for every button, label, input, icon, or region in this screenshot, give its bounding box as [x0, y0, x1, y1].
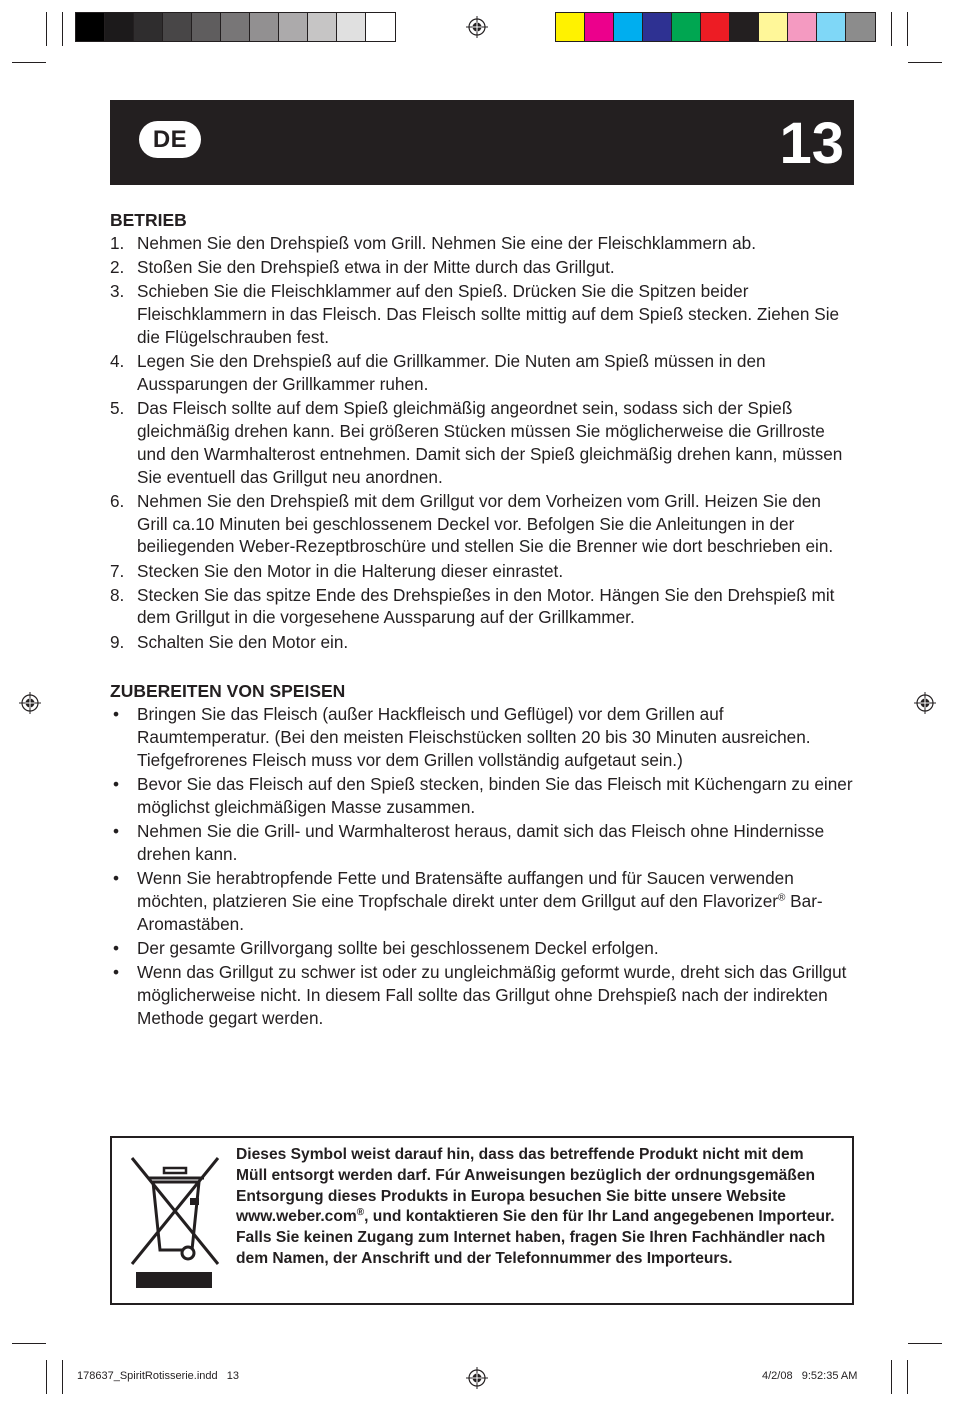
- crop-mark: [891, 1360, 892, 1394]
- list-number: 4.: [110, 351, 125, 372]
- list-item-text: Nehmen Sie die Grill- und Warmhalterost heraus, damit sich das Fleisch ohne Hindernisse drehen kann.: [137, 821, 825, 865]
- list-item: [110, 820, 856, 866]
- betrieb-steps-list: [110, 232, 856, 653]
- list-number: 6.: [110, 490, 125, 511]
- disposal-notice-box: [110, 1136, 854, 1305]
- list-item: [110, 961, 856, 1029]
- list-item: [110, 490, 856, 558]
- gray-swatch: [366, 13, 395, 41]
- bullet: •: [113, 962, 120, 983]
- list-item-text: Bevor Sie das Fleisch auf den Spieß stecken, binden Sie das Fleisch mit Küchengarn zu einer möglichst gleichmäßigen Masse zusammen.: [137, 774, 853, 818]
- footer-timestamp: 4/2/08 9:52:35 AM: [762, 1370, 858, 1382]
- registered-mark: ®: [356, 1207, 365, 1219]
- crop-mark: [908, 62, 942, 63]
- gray-swatch: [192, 13, 221, 41]
- language-badge: DE: [139, 121, 201, 158]
- process-swatch: [730, 13, 759, 41]
- registered-mark: ®: [778, 892, 786, 904]
- gray-swatch: [76, 13, 105, 41]
- list-item: [110, 631, 856, 654]
- list-item-text: Schalten Sie den Motor ein.: [137, 631, 349, 652]
- process-color-bar: [555, 12, 876, 42]
- page-header: [110, 100, 854, 185]
- list-item: [110, 280, 856, 348]
- list-item-text: Stoßen Sie den Drehspieß etwa in der Mitte durch das Grillgut.: [137, 257, 615, 278]
- crop-mark: [907, 1360, 908, 1394]
- list-item: [110, 773, 856, 819]
- gray-swatch: [134, 13, 163, 41]
- crop-mark: [12, 62, 46, 63]
- list-item-text: Schieben Sie die Fleischklammer auf den Spieß. Drücken Sie die Spitzen beider Fleischklammern in das Fleisch. Das Fleisch sollte mittig auf dem Spieß stecken. Ziehen Sie die Flügelschrauben fest.: [137, 281, 840, 347]
- grayscale-color-bar: [75, 12, 396, 42]
- crop-mark: [46, 1360, 47, 1394]
- list-item: [110, 584, 856, 630]
- registration-mark-icon: [914, 692, 936, 714]
- crop-mark: [907, 12, 908, 46]
- registration-mark-icon: [466, 1367, 488, 1389]
- list-number: 1.: [110, 233, 125, 253]
- process-swatch: [672, 13, 701, 41]
- list-item-text: Nehmen Sie den Drehspieß vom Grill. Nehmen Sie eine der Fleischklammern ab.: [137, 233, 757, 253]
- bullet: •: [113, 868, 120, 889]
- list-item: [110, 937, 856, 960]
- list-item-text: Nehmen Sie den Drehspieß mit dem Grillgut vor dem Vorheizen vom Grill. Heizen Sie den Grill ca.10 Minuten bei geschlossenem Deckel vor. Befolgen Sie die Anleitungen in der beiliegenden Weber-Rezeptbroschüre und stellen Sie die Brenner wie dort beschrieben ein.: [137, 490, 834, 557]
- weee-crossed-bin-icon: [126, 1154, 226, 1290]
- process-swatch: [817, 13, 846, 41]
- registration-mark-icon: [466, 16, 488, 38]
- list-item-text: Legen Sie den Drehspieß auf die Grillkammer. Die Nuten am Spieß müssen in den Aussparungen der Grillkammer ruhen.: [137, 351, 766, 394]
- list-item-text: Bringen Sie das Fleisch (außer Hackfleisch und Geflügel) vor dem Grillen auf Raumtemperatur. (Bei den meisten Fleischstücken sollten 20 bis 30 Minuten ausreichen. Tiefgefrorenes Fleisch muss vor dem Grillen vollständig aufgetaut sein.): [137, 704, 811, 771]
- process-swatch: [701, 13, 730, 41]
- crop-mark: [891, 12, 892, 46]
- process-swatch: [759, 13, 788, 41]
- list-item: [110, 350, 856, 396]
- process-swatch: [788, 13, 817, 41]
- list-item: [110, 560, 856, 583]
- process-swatch: [614, 13, 643, 41]
- list-item-text: Stecken Sie das spitze Ende des Drehspießes in den Motor. Hängen Sie den Drehspieß mit dem Grillgut in die vorgesehene Aussparung auf der Grillkammer.: [137, 584, 835, 628]
- process-swatch: [846, 13, 875, 41]
- list-number: 9.: [110, 631, 125, 652]
- list-item-text: Wenn Sie herabtropfende Fette und Bratensäfte auffangen und für Saucen verwenden möchten, platzieren Sie eine Tropfschale direkt unter dem Grillgut auf den Flavorizer: [137, 868, 794, 912]
- list-item-text: Der gesamte Grillvorgang sollte bei geschlossenem Deckel erfolgen.: [137, 938, 659, 958]
- gray-swatch: [250, 13, 279, 41]
- gray-swatch: [337, 13, 366, 41]
- disposal-notice-text: [236, 1145, 836, 1270]
- crop-mark: [62, 12, 63, 46]
- bullet: •: [113, 774, 120, 795]
- process-swatch: [585, 13, 614, 41]
- registration-mark-icon: [19, 692, 41, 714]
- list-item-text: Wenn das Grillgut zu schwer ist oder zu ungleichmäßig geformt wurde, dreht sich das Grillgut möglicherweise nicht. In diesem Fall sollte das Grillgut ohne Drehspieß nach der indirekten Methode gegart werden.: [137, 962, 847, 1028]
- main-content: [110, 208, 856, 1031]
- list-item-text: Stecken Sie den Motor in die Halterung dieser einrastet.: [137, 560, 564, 581]
- page-number: 13: [779, 111, 844, 176]
- gray-swatch: [221, 13, 250, 41]
- footer-filename: 178637_SpiritRotisserie.indd 13: [77, 1370, 240, 1382]
- list-number: 5.: [110, 398, 125, 419]
- list-item: [110, 232, 856, 255]
- crop-mark: [12, 1343, 46, 1344]
- list-item: [110, 256, 856, 279]
- notice-text-part: , und kontaktieren Sie den für Ihr Land angegebenen Importeur. Falls Sie keinen Zugang zum Internet haben, fragen Sie Ihren Fachhändler nach dem Namen, der Anschrift und der Telefonnummer des Importeurs.: [236, 1208, 835, 1267]
- section-title-zubereiten: ZUBEREITEN VON SPEISEN: [110, 681, 346, 702]
- gray-swatch: [163, 13, 192, 41]
- gray-swatch: [279, 13, 308, 41]
- crop-mark: [46, 12, 47, 46]
- zubereiten-bullet-list: [110, 703, 856, 1029]
- list-number: 3.: [110, 281, 125, 302]
- list-item: [110, 397, 856, 488]
- list-number: 2.: [110, 257, 125, 278]
- list-item: [110, 867, 856, 935]
- notice-text-part: Dieses Symbol weist darauf hin, dass das betreffende Produkt nicht mit dem Müll entsorgt werden darf. Fúr Anweisungen bezüglich der ordnungsgemäßen Entsorgung dieses Produkts in Europa besuchen Sie bitte unsere Website www.weber.com: [236, 1146, 816, 1226]
- list-number: 7.: [110, 560, 125, 581]
- gray-swatch: [105, 13, 134, 41]
- gray-swatch: [308, 13, 337, 41]
- bullet: •: [113, 938, 120, 958]
- list-item-text: Bar-Aromastäben.: [137, 891, 823, 934]
- process-swatch: [643, 13, 672, 41]
- list-item: [110, 703, 856, 771]
- bullet: •: [113, 704, 120, 725]
- list-number: 8.: [110, 584, 125, 605]
- crop-mark: [62, 1360, 63, 1394]
- list-item-text: Das Fleisch sollte auf dem Spieß gleichmäßig angeordnet sein, sodass sich der Spieß gleichmäßig drehen kann. Bei größeren Stücken müssen Sie möglicherweise die Grillroste und den Warmhalterost entnehmen. Damit sich der Spieß gleichmäßig drehen kann, müssen Sie eventuell das Grillgut neu anordnen.: [137, 398, 843, 487]
- crop-mark: [908, 1343, 942, 1344]
- bullet: •: [113, 821, 120, 842]
- process-swatch: [556, 13, 585, 41]
- section-title-betrieb: BETRIEB: [110, 210, 187, 230]
